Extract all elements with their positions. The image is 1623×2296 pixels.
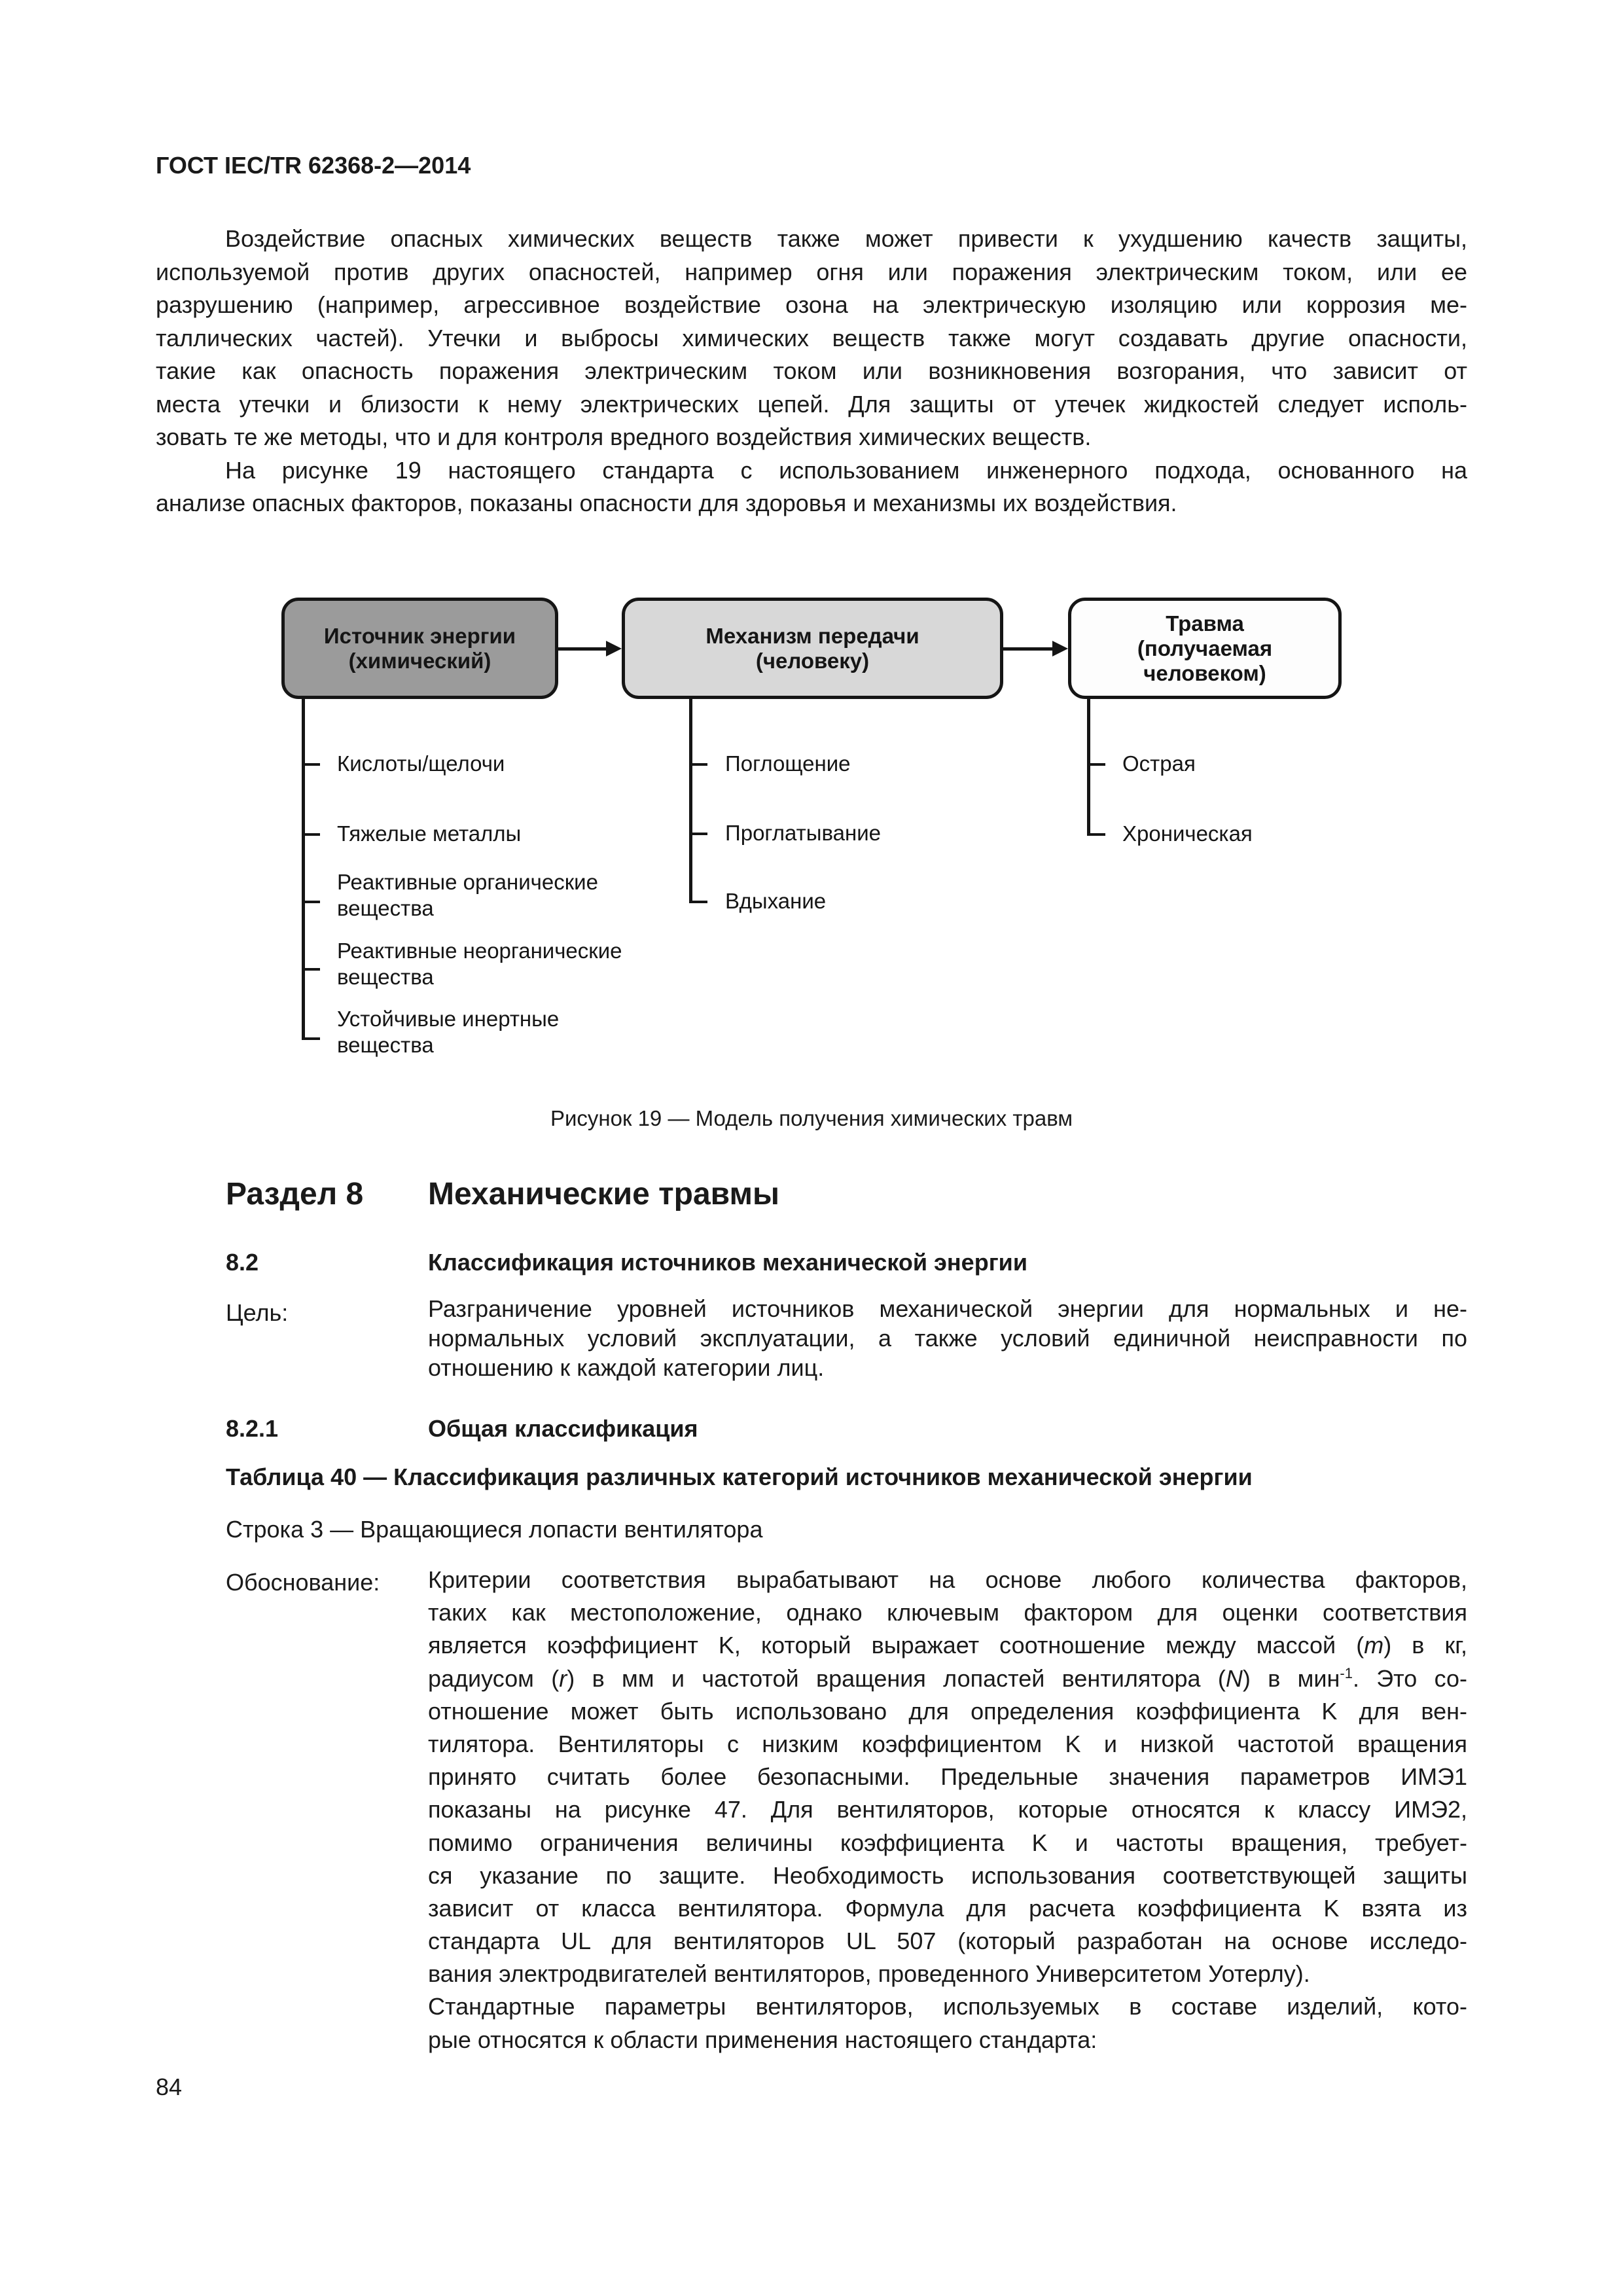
item-text: вещества — [337, 896, 434, 920]
superscript: -1 — [1340, 1664, 1353, 1681]
text-line: места утечки и близости к нему электрических цепей. Для защиты от утечек жидкостей следует исполь- — [156, 390, 1467, 418]
arrow-right-icon — [1052, 641, 1068, 656]
tree-tick — [302, 763, 320, 766]
page-number: 84 — [156, 2073, 183, 2100]
text-line: Воздействие опасных химических веществ также может привести к ухудшению качеств защиты, — [225, 225, 1467, 252]
text-line: анализе опасных факторов, показаны опасности для здоровья и механизмы их воздействия. — [156, 490, 1177, 516]
transfer-mechanism-box — [622, 598, 1003, 699]
text-line: Разграничение уровней источников механической энергии для нормальных и не- — [428, 1295, 1467, 1322]
figure-caption: Рисунок 19 — Модель получения химических травм — [550, 1106, 1073, 1130]
text-fragment: ) в мин — [1242, 1664, 1340, 1692]
text-line: Стандартные параметры вентиляторов, используемых в составе изделий, кото- — [428, 1993, 1467, 2020]
text-line: зовать те же методы, что и для контроля вредного воздействия химических веществ. — [156, 423, 1092, 450]
item-text: Реактивные органические — [337, 870, 598, 894]
section-title: Механические травмы — [428, 1177, 780, 1211]
injury-item: Хроническая — [1122, 821, 1253, 846]
variable-r: r — [559, 1664, 567, 1692]
box-label: (человеку) — [755, 648, 870, 673]
item-text: Кислоты/щелочи — [337, 751, 505, 776]
tree-tick — [1087, 833, 1105, 836]
subsection-title: Классификация источников механической энергии — [428, 1249, 1027, 1276]
rationale-text — [428, 1564, 1467, 2056]
source-item — [337, 1006, 559, 1058]
box-label: (химический) — [348, 648, 491, 673]
text-line: Критерии соответствия вырабатывают на основе любого количества факторов, — [428, 1566, 1467, 1593]
source-item — [337, 869, 598, 922]
item-text: Устойчивые инертные — [337, 1007, 560, 1031]
source-item — [337, 751, 505, 777]
text-line: помимо ограничения величины коэффициента K и частоты вращения, требует- — [428, 1829, 1467, 1856]
table-title: Таблица 40 — Классификация различных категорий источников механической энергии — [226, 1463, 1253, 1490]
box-label: Механизм передачи — [705, 623, 919, 648]
tree-tick — [302, 901, 320, 903]
text-fragment: радиусом ( — [428, 1664, 560, 1692]
box-label: человеком) — [1143, 660, 1266, 685]
tree-line — [689, 699, 692, 903]
text-line — [428, 1662, 1467, 1695]
source-item — [337, 938, 622, 990]
row-title: Строка 3 — Вращающиеся лопасти вентилятора — [226, 1516, 763, 1543]
goal-text — [428, 1294, 1467, 1382]
text-line: тилятора. Вентиляторы с низким коэффициентом K и низкой частотой вращения — [428, 1730, 1467, 1757]
arrow-connector — [558, 647, 607, 651]
tree-tick — [689, 833, 707, 835]
text-line: принято считать более безопасными. Предельные значения параметров ИМЭ1 — [428, 1763, 1467, 1791]
document-header-id: ГОСТ IEC/TR 62368-2—2014 — [156, 152, 471, 179]
text-line: рые относятся к области применения настоящего стандарта: — [428, 2026, 1097, 2053]
item-text: вещества — [337, 965, 434, 989]
text-line: такие как опасность поражения электрическим током или возникновения возгорания, что зависит от — [156, 357, 1467, 384]
injury-item: Острая — [1122, 751, 1196, 776]
arrow-right-icon — [606, 641, 622, 656]
tree-line — [1087, 699, 1090, 836]
text-line: На рисунке 19 настоящего стандарта с использованием инженерного подхода, основанного на — [225, 456, 1467, 484]
text-fragment: . Это со- — [1352, 1664, 1468, 1692]
text-fragment: является коэффициент K, который выражает соотношение между массой ( — [428, 1632, 1364, 1659]
tree-line — [302, 699, 305, 1040]
text-line: ся указание по защите. Необходимость использования соответствующей защиты — [428, 1861, 1467, 1889]
mechanism-item: Проглатывание — [725, 821, 881, 845]
item-text: Реактивные неорганические — [337, 939, 622, 963]
text-line: показаны на рисунке 47. Для вентиляторов, которые относятся к классу ИМЭ2, — [428, 1796, 1467, 1823]
box-label: Травма — [1166, 611, 1244, 636]
text-line — [428, 1629, 1467, 1662]
text-line: отношению к каждой категории лиц. — [428, 1354, 825, 1381]
arrow-connector — [1003, 647, 1054, 651]
injury-box — [1068, 598, 1342, 699]
subsubsection-number: 8.2.1 — [226, 1415, 279, 1442]
intro-paragraph-1 — [156, 223, 1467, 520]
text-line: зависит от класса вентилятора. Формула для расчета коэффициента K взята из — [428, 1894, 1467, 1922]
item-text: Тяжелые металлы — [337, 821, 522, 846]
text-fragment: ) в мм и частотой вращения лопастей вентилятора ( — [567, 1664, 1226, 1692]
energy-source-box — [281, 598, 558, 699]
rationale-label: Обоснование: — [226, 1569, 380, 1596]
tree-tick — [1087, 763, 1105, 766]
text-line: разрушению (например, агрессивное воздействие озона на электрическую изоляцию или коррозия ме- — [156, 291, 1467, 318]
text-line: вания электродвигателей вентиляторов, проведенного Университетом Уотерлу). — [428, 1960, 1310, 1988]
variable-n: N — [1225, 1664, 1243, 1692]
subsubsection-title: Общая классификация — [428, 1415, 698, 1442]
box-label: Источник энергии — [323, 623, 516, 648]
text-line: используемой против других опасностей, например огня или поражения электрическим током, или ее — [156, 258, 1467, 285]
subsection-number: 8.2 — [226, 1249, 259, 1276]
item-text: вещества — [337, 1033, 434, 1057]
text-line: таллических частей). Утечки и выбросы химических веществ также могут создавать другие опасности, — [156, 324, 1467, 351]
text-fragment: ) в кг, — [1383, 1632, 1468, 1659]
tree-tick — [302, 968, 320, 971]
text-line: таких как местоположение, однако ключевым фактором для оценки соответствия — [428, 1599, 1467, 1626]
tree-tick — [302, 1037, 320, 1040]
text-line: нормальных условий эксплуатации, а также условий единичной неисправности по — [428, 1325, 1467, 1352]
variable-m: m — [1364, 1632, 1384, 1659]
source-item — [337, 821, 521, 847]
mechanism-item: Поглощение — [725, 751, 851, 776]
tree-tick — [689, 763, 707, 766]
tree-tick — [689, 901, 707, 903]
tree-tick — [302, 833, 320, 836]
text-line: стандарта UL для вентиляторов UL 507 (который разработан на основе исследо- — [428, 1928, 1467, 1955]
section-label: Раздел 8 — [226, 1177, 364, 1211]
goal-label: Цель: — [226, 1299, 289, 1326]
text-line: отношение может быть использовано для определения коэффициента K для вен- — [428, 1697, 1467, 1725]
box-label: (получаемая — [1137, 636, 1273, 660]
mechanism-item: Вдыхание — [725, 889, 827, 913]
